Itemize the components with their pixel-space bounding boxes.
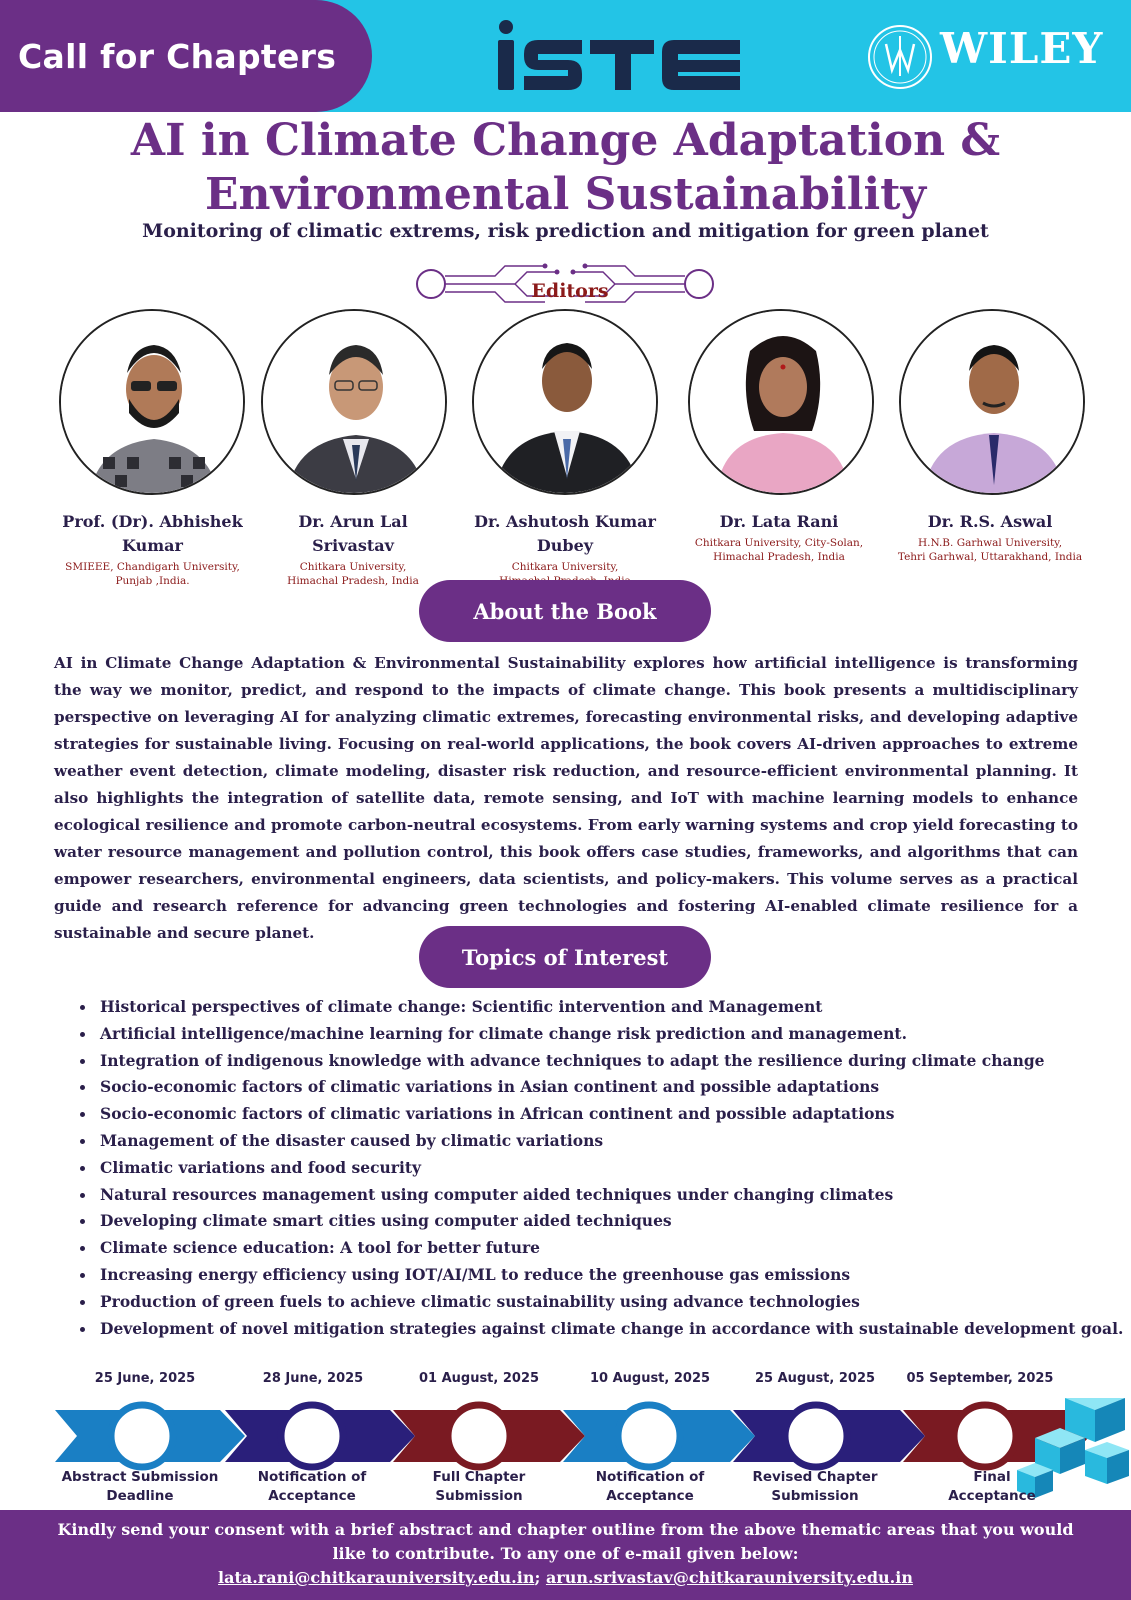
timeline-label-line: Revised Chapter bbox=[752, 1469, 878, 1485]
call-for-chapters-badge bbox=[0, 0, 372, 112]
editor-photo-3 bbox=[472, 309, 658, 495]
editor-card-5 bbox=[885, 510, 1095, 564]
editor-name: Dr. R.S. Aswal bbox=[927, 512, 1053, 531]
timeline-label-line: Final bbox=[973, 1469, 1011, 1485]
email-separator: ; bbox=[534, 1568, 541, 1587]
footer-banner bbox=[0, 1510, 1131, 1600]
timeline-label-line: Acceptance bbox=[948, 1488, 1036, 1504]
editor-name: Dr. Arun Lal Srivastav bbox=[298, 512, 408, 555]
editor-card-4 bbox=[690, 510, 868, 564]
timeline-date-6: 05 September, 2025 bbox=[906, 1371, 1054, 1386]
about-heading-pill bbox=[419, 580, 711, 642]
email-link-lata[interactable]: lata.rani@chitkarauniversity.edu.in bbox=[218, 1568, 535, 1587]
milestone-circle-3 bbox=[448, 1405, 510, 1467]
topic-item: Artificial intelligence/machine learning for climate change risk prediction and management. bbox=[78, 1021, 1118, 1048]
person-icon bbox=[901, 311, 1085, 495]
topic-item: Management of the disaster caused by climatic variations bbox=[78, 1128, 1118, 1155]
timeline-label-line: Notification of bbox=[257, 1469, 367, 1485]
editor-photo-1 bbox=[59, 309, 245, 495]
topics-heading: Topics of Interest bbox=[461, 944, 669, 970]
timeline-date-5: 25 August, 2025 bbox=[754, 1371, 876, 1386]
timeline-label-line: Submission bbox=[435, 1488, 523, 1504]
topic-item: Climatic variations and food security bbox=[78, 1155, 1118, 1182]
book-title bbox=[0, 114, 1131, 222]
footer-line2: like to contribute. To any one of e-mail given below: bbox=[332, 1544, 799, 1563]
editor-card-3 bbox=[445, 510, 685, 588]
timeline-label-line: Acceptance bbox=[606, 1488, 694, 1504]
footer-emails bbox=[0, 1566, 1131, 1590]
topic-item: Development of novel mitigation strategies against climate change in accordance with sustainable development goal. bbox=[78, 1316, 1118, 1343]
book-subtitle: Monitoring of climatic extrems, risk prediction and mitigation for green planet bbox=[142, 220, 989, 242]
editor-affiliation: Punjab ,India. bbox=[115, 575, 190, 587]
editor-name: Dr. Ashutosh Kumar Dubey bbox=[474, 512, 656, 555]
milestone-circle-1 bbox=[111, 1405, 173, 1467]
editor-photo-4 bbox=[688, 309, 874, 495]
timeline-label-line: Submission bbox=[771, 1488, 859, 1504]
timeline-label-line: Acceptance bbox=[268, 1488, 356, 1504]
editor-affiliation: Himachal Pradesh, India bbox=[713, 551, 845, 563]
timeline-label-line: Notification of bbox=[595, 1469, 705, 1485]
timeline-label-line: Abstract Submission bbox=[61, 1469, 219, 1485]
editor-affiliation: Tehri Garhwal, Uttarakhand, India bbox=[897, 551, 1083, 563]
timeline-label-1 bbox=[55, 1468, 225, 1506]
book-title-line1: AI in Climate Change Adaptation & bbox=[130, 115, 1001, 166]
timeline-label-4 bbox=[565, 1468, 735, 1506]
milestone-circle-2 bbox=[281, 1405, 343, 1467]
book-title-line2: Environmental Sustainability bbox=[204, 169, 927, 220]
editor-photo-2 bbox=[261, 309, 447, 495]
topic-item: Production of green fuels to achieve climatic sustainability using advance technologies bbox=[78, 1289, 1118, 1316]
person-icon bbox=[690, 311, 874, 495]
editor-affiliation: Chitkara University, City-Solan, bbox=[694, 537, 864, 549]
topic-item: Increasing energy efficiency using IOT/AI/ML to reduce the greenhouse gas emissions bbox=[78, 1262, 1118, 1289]
topic-item: Socio-economic factors of climatic variations in African continent and possible adaptations bbox=[78, 1101, 1118, 1128]
topic-item: Historical perspectives of climate change: Scientific intervention and Management bbox=[78, 994, 1118, 1021]
editor-affiliation: Himachal Pradesh, India bbox=[287, 575, 419, 587]
timeline-label-line: Deadline bbox=[106, 1488, 174, 1504]
milestone-circle-6 bbox=[954, 1405, 1016, 1467]
topic-item: Socio-economic factors of climatic variations in Asian continent and possible adaptations bbox=[78, 1074, 1118, 1101]
about-text: AI in Climate Change Adaptation & Environmental Sustainability explores how artificial intelligence is transforming the way we monitor, predict, and respond to the impacts of climate change. This book presents a multidisciplinary perspective on leveraging AI for analyzing climatic extremes, forecasting environmental risks, and developing adaptive strategies for sustainable living. Focusing on real-world applications, the book covers AI-driven approaches to extreme weather event detection, climate modeling, disaster risk reduction, and resource-efficient environmental planning. It also highlights the integration of satellite data, remote sensing, and IoT with machine learning models to enhance ecological resilience and promote carbon-neutral ecosystems. From early warning systems and crop yield forecasting to water resource management and pollution control, this book offers case studies, frameworks, and algorithms that can empower researchers, environmental engineers, data scientists, and policy-makers. This volume serves as a practical guide and research reference for advancing green technologies and fostering AI-enabled climate resilience for a sustainable and secure planet. bbox=[54, 654, 1078, 942]
timeline-date-4: 10 August, 2025 bbox=[589, 1371, 711, 1386]
timeline-label-5 bbox=[730, 1468, 900, 1506]
timeline-label-3 bbox=[394, 1468, 564, 1506]
editor-photo-5 bbox=[899, 309, 1085, 495]
editor-affiliation: SMIEEE, Chandigarh University, bbox=[65, 561, 240, 573]
iste-logo bbox=[494, 18, 744, 94]
person-icon bbox=[263, 311, 447, 495]
editor-name: Prof. (Dr). Abhishek Kumar bbox=[62, 512, 243, 555]
badge-text: Call for Chapters bbox=[18, 36, 337, 76]
timeline-date-1: 25 June, 2025 bbox=[94, 1371, 196, 1386]
editor-card-2 bbox=[280, 510, 426, 588]
milestone-circle-5 bbox=[785, 1405, 847, 1467]
footer-line1: Kindly send your consent with a brief abstract and chapter outline from the above thematic areas that you would bbox=[57, 1520, 1074, 1539]
topic-item: Developing climate smart cities using computer aided techniques bbox=[78, 1208, 1118, 1235]
wiley-logo-text: WILEY bbox=[940, 24, 1104, 73]
editor-affiliation: Chitkara University, bbox=[511, 561, 619, 573]
person-icon bbox=[61, 311, 245, 495]
topics-list bbox=[78, 994, 1124, 1342]
milestone-circle-4 bbox=[618, 1405, 680, 1467]
topic-item: Natural resources management using computer aided techniques under changing climates bbox=[78, 1182, 1118, 1209]
editor-name: Dr. Lata Rani bbox=[719, 512, 839, 531]
editor-card-1 bbox=[30, 510, 275, 588]
editor-affiliation: H.N.B. Garhwal University, bbox=[917, 537, 1063, 549]
timeline-date-3: 01 August, 2025 bbox=[418, 1371, 540, 1386]
person-icon bbox=[474, 311, 658, 495]
email-link-arun[interactable]: arun.srivastav@chitkarauniversity.edu.in bbox=[545, 1568, 913, 1587]
topic-item: Climate science education: A tool for better future bbox=[78, 1235, 1118, 1262]
about-heading: About the Book bbox=[473, 598, 657, 624]
topic-item: Integration of indigenous knowledge with advance techniques to adapt the resilience during climate change bbox=[78, 1048, 1118, 1075]
timeline-label-line: Full Chapter bbox=[432, 1469, 526, 1485]
editors-heading: Editors bbox=[531, 280, 609, 302]
timeline-label-2 bbox=[227, 1468, 397, 1506]
editor-affiliation: Chitkara University, bbox=[299, 561, 407, 573]
timeline-date-2: 28 June, 2025 bbox=[262, 1371, 364, 1386]
timeline-label-6 bbox=[907, 1468, 1077, 1506]
topics-heading-pill bbox=[419, 926, 711, 988]
